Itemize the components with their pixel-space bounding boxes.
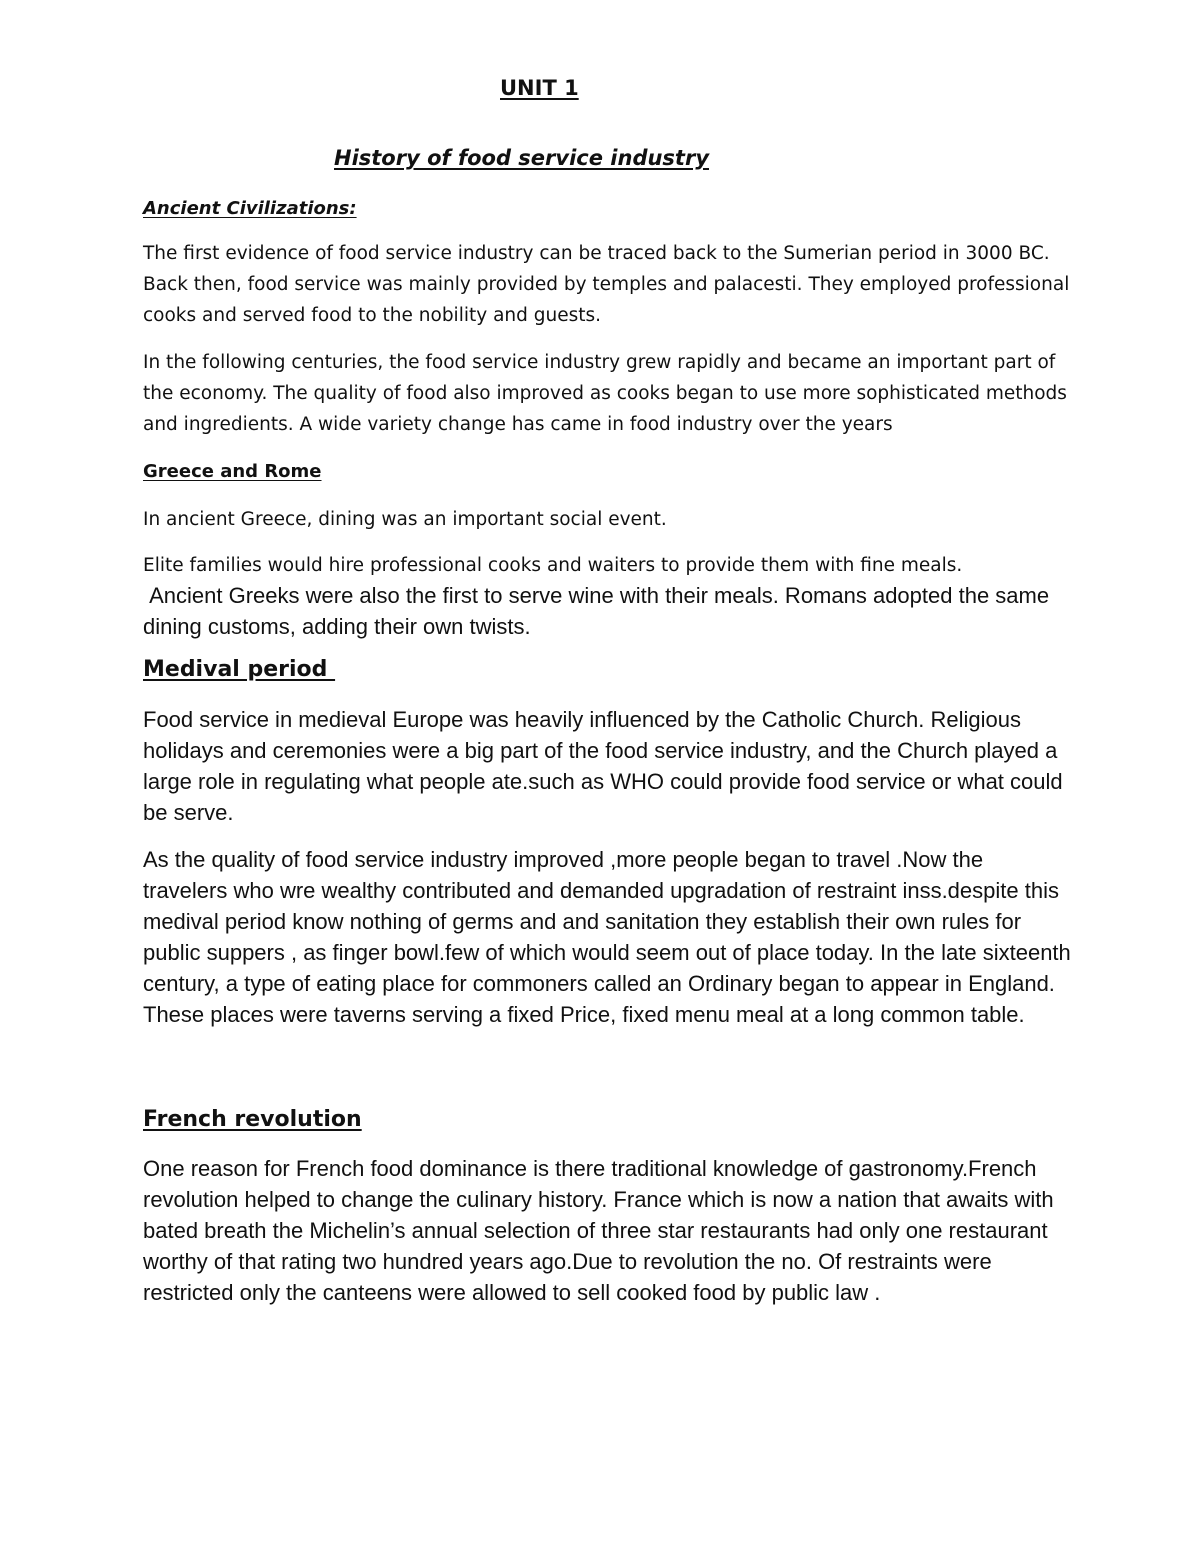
heading-ancient-civilizations: Ancient Civilizations: [143, 198, 357, 219]
unit-title: UNIT 1 [500, 76, 579, 100]
paragraph-medieval-1: Food service in medieval Europe was heavily influenced by the Catholic Church. Religious holidays and ceremonies were a big part of the food service industry, and the Church played a large role in regulating what people ate.such as WHO could provide food service or what could be serve. [143, 707, 1063, 825]
document-title: History of food service industry [334, 146, 710, 170]
paragraph-greece-1: In ancient Greece, dining was an important social event. [143, 509, 667, 530]
paragraph-ancient-2: In the following centuries, the food service industry grew rapidly and became an important part of the economy. The quality of food also improved as cooks began to use more sophisticated methods and ingredients. A wide variety change has came in food industry over the years [143, 352, 1067, 435]
paragraph-greece-3: Ancient Greeks were also the first to serve wine with their meals. Romans adopted the same dining customs, adding their own twists. [143, 583, 1056, 639]
paragraph-greece-2: Elite families would hire professional cooks and waiters to provide them with fine meals. [143, 555, 963, 576]
paragraph-medieval-2: As the quality of food service industry improved ,more people began to travel .Now the travelers who wre wealthy contributed and demanded upgradation of restraint inss.despite this medival period know nothing of germs and and sanitation they establish their own rules for public suppers , as finger bowl.few of which would seem out of place today. In the late sixteenth century, a type of eating place for commoners called an Ordinary began to appear in England. These places were taverns serving a fixed Price, fixed menu meal at a long common table. [143, 847, 1071, 1027]
heading-greece-and-rome: Greece and Rome [143, 461, 322, 482]
paragraph-french-1: One reason for French food dominance is there traditional knowledge of gastronomy.French revolution helped to change the culinary history. France which is now a nation that awaits with bated breath the Michelin’s annual selection of three star restaurants had only one restaurant worthy of that rating two hundred years ago.Due to revolution the no. Of restraints were restricted only the canteens were allowed to sell cooked food by public law . [143, 1156, 1054, 1305]
paragraph-ancient-1: The first evidence of food service industry can be traced back to the Sumerian period in 3000 BC. Back then, food service was mainly provided by temples and palacesti. They employed professional cooks and served food to the nobility and guests. [143, 243, 1070, 326]
heading-medieval-period: Medival period [143, 657, 336, 682]
heading-french-revolution: French revolution [143, 1107, 362, 1132]
